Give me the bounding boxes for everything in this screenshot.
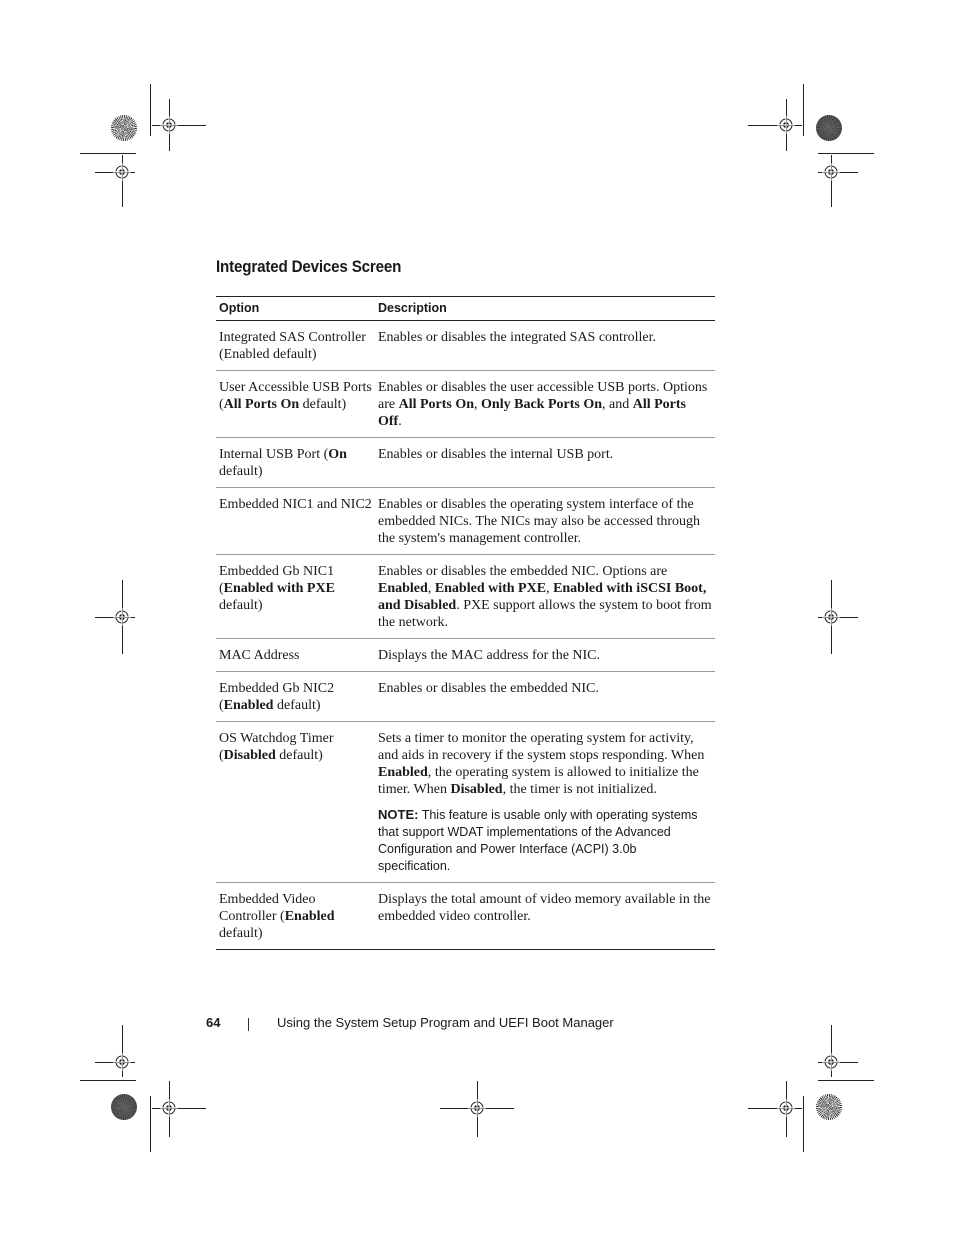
description-text	[378, 730, 712, 798]
text-run: default)	[219, 926, 263, 941]
text-run: default)	[275, 748, 323, 763]
option-cell	[216, 555, 375, 639]
text-run: ,	[546, 581, 554, 596]
registration-target-icon	[777, 1099, 795, 1117]
description-column-header: Description	[375, 297, 715, 321]
bold-text-run: Only Back Ports On	[481, 397, 603, 412]
bold-text-run: ,	[702, 581, 707, 596]
description-cell	[375, 883, 715, 950]
description-text	[378, 891, 712, 925]
table-row	[216, 722, 715, 883]
text-run: User Accessible USB Ports (	[219, 380, 372, 412]
text-run: OS Watchdog Timer (	[219, 731, 334, 763]
bold-text-run: and Disabled	[378, 598, 457, 613]
footer-separator	[248, 1018, 249, 1031]
registration-target-icon	[822, 163, 840, 181]
bold-text-run: Enabled	[378, 765, 428, 780]
registration-target-icon	[822, 1053, 840, 1071]
text-run: Enables or disables the embedded NIC.	[378, 681, 599, 696]
text-run: MAC Address	[219, 648, 300, 663]
text-run: , the timer is not initialized.	[502, 782, 657, 797]
table-row	[216, 883, 715, 950]
registration-rosette-icon	[111, 115, 137, 141]
table-row	[216, 371, 715, 438]
option-cell	[216, 639, 375, 672]
text-run: , and	[602, 397, 633, 412]
table-row	[216, 672, 715, 722]
bold-text-run: Enabled	[284, 909, 335, 924]
table-row	[216, 438, 715, 488]
table-header-row	[216, 297, 715, 321]
bold-text-run: All Ports Off	[378, 397, 686, 429]
text-run: .	[398, 414, 402, 429]
description-text	[378, 379, 712, 430]
description-cell	[375, 555, 715, 639]
option-column-header: Option	[216, 297, 375, 321]
description-text	[378, 563, 712, 631]
note-text: This feature is usable only with operating systems that support WDAT implementations of the Advanced Configuration and Power Interface (ACPI) 3.0b specification.	[378, 808, 698, 873]
text-run: Enables or disables the embedded NIC. Options are	[378, 564, 668, 579]
registration-target-icon	[777, 116, 795, 134]
option-cell	[216, 321, 375, 371]
bold-text-run: Disabled	[223, 748, 276, 763]
option-cell	[216, 371, 375, 438]
text-run: ,	[474, 397, 482, 412]
registration-target-icon	[822, 608, 840, 626]
registration-rosette-icon	[816, 1094, 842, 1120]
registration-target-icon	[160, 1099, 178, 1117]
registration-rosette-icon	[816, 115, 842, 141]
text-run: default)	[273, 698, 321, 713]
registration-target-icon	[113, 1053, 131, 1071]
text-run: , the operating system is allowed to initialize the timer. When	[378, 765, 699, 797]
text-run: Integrated SAS Controller (Enabled default)	[219, 330, 366, 362]
description-text	[378, 446, 712, 463]
note-block	[378, 806, 712, 875]
table-row	[216, 321, 715, 371]
option-cell	[216, 883, 375, 950]
text-run: default)	[299, 397, 347, 412]
description-text	[378, 647, 712, 664]
table-row	[216, 639, 715, 672]
table-body	[216, 321, 715, 950]
text-run: Enables or disables the internal USB port.	[378, 447, 614, 462]
option-cell	[216, 488, 375, 555]
bold-text-run: All Ports On	[398, 397, 475, 412]
registration-rosette-icon	[111, 1094, 137, 1120]
text-run: Embedded Gb NIC1 (	[219, 564, 335, 596]
text-run: Enables or disables the integrated SAS controller.	[378, 330, 656, 345]
text-run: Embedded Video Controller (	[219, 892, 316, 924]
text-run: Sets a timer to monitor the operating system for activity, and aids in recovery if the system stops responding. When	[378, 731, 705, 763]
text-run: Embedded NIC1 and NIC2	[219, 497, 372, 512]
description-cell	[375, 639, 715, 672]
description-cell	[375, 371, 715, 438]
registration-target-icon	[468, 1099, 486, 1117]
bold-text-run: Enabled	[223, 698, 274, 713]
description-cell	[375, 321, 715, 371]
option-cell	[216, 438, 375, 488]
integrated-devices-table	[216, 296, 715, 950]
registration-target-icon	[113, 163, 131, 181]
description-cell	[375, 672, 715, 722]
description-cell	[375, 488, 715, 555]
bold-text-run: All Ports On	[223, 397, 300, 412]
note-label: NOTE:	[378, 807, 419, 822]
text-run: Enables or disables the operating system interface of the embedded NICs. The NICs may also be accessed through the system's management controller.	[378, 497, 701, 546]
page-number: 64	[206, 1015, 221, 1030]
section-title: Integrated Devices Screen	[216, 258, 402, 276]
description-cell	[375, 438, 715, 488]
table-row	[216, 488, 715, 555]
bold-text-run: Enabled with iSCSI Boot	[553, 581, 703, 596]
text-run: Displays the MAC address for the NIC.	[378, 648, 601, 663]
text-run: Enables or disables the user accessible USB ports. Options are	[378, 380, 708, 412]
table-row	[216, 555, 715, 639]
bold-text-run: On	[328, 447, 347, 462]
description-cell	[375, 722, 715, 883]
bold-text-run: Enabled	[378, 581, 428, 596]
text-run: Internal USB Port (	[219, 447, 329, 462]
text-run: default)	[219, 598, 263, 613]
text-run: . PXE support allows the system to boot from the network.	[378, 598, 712, 630]
description-text	[378, 680, 712, 697]
text-run: Embedded Gb NIC2 (	[219, 681, 335, 713]
bold-text-run: Enabled with PXE	[434, 581, 547, 596]
option-cell	[216, 722, 375, 883]
bold-text-run: Disabled	[450, 782, 503, 797]
description-text	[378, 329, 712, 346]
text-run: ,	[427, 581, 435, 596]
bold-text-run: Enabled with PXE	[223, 581, 335, 596]
running-title: Using the System Setup Program and UEFI Boot Manager	[277, 1015, 614, 1030]
text-run: Displays the total amount of video memory available in the embedded video controller.	[378, 892, 711, 924]
registration-target-icon	[113, 608, 131, 626]
description-text	[378, 496, 712, 547]
registration-target-icon	[160, 116, 178, 134]
text-run: default)	[219, 464, 263, 479]
option-cell	[216, 672, 375, 722]
